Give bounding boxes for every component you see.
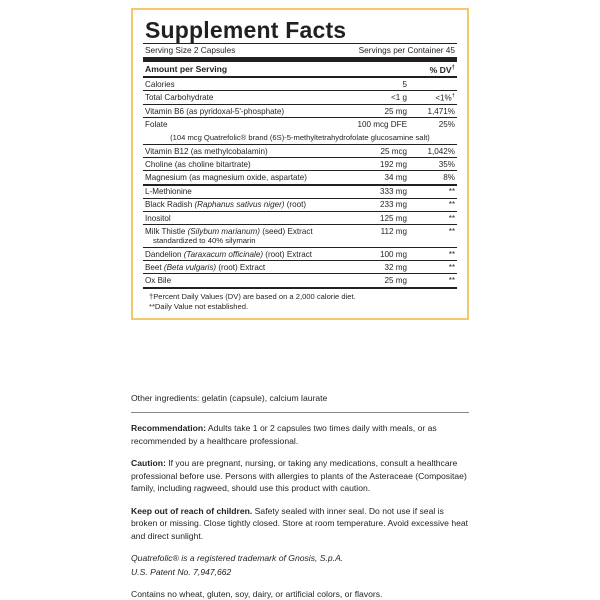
nutrients-table-body [143, 78, 457, 288]
nutrient-dv [409, 78, 457, 91]
caution-paragraph [131, 457, 469, 494]
nutrient-name: Inositol [143, 212, 339, 225]
nutrient-amount: 233 mg [339, 198, 409, 211]
nutrient-dv: ** [409, 185, 457, 199]
nutrient-dv: ** [409, 274, 457, 288]
label-body-copy [131, 392, 469, 600]
nutrient-name-main: Dandelion [145, 249, 184, 259]
table-row [143, 225, 457, 248]
keep-out-label: Keep out of reach of children. [131, 505, 253, 516]
table-row [143, 171, 457, 185]
nutrient-name [143, 198, 339, 211]
dv-text: % DV [429, 65, 452, 75]
nutrient-dv: 1,471% [409, 105, 457, 118]
nutrient-name [143, 248, 339, 261]
nutrient-name-main: Black Radish [145, 200, 195, 210]
nutrient-amount: <1 g [339, 91, 409, 105]
table-row-note [143, 130, 457, 144]
nutrient-amount: 333 mg [339, 185, 409, 199]
nutrient-amount: 25 mg [339, 105, 409, 118]
nutrient-amount: 25 mcg [339, 145, 409, 158]
nutrient-name: Magnesium (as magnesium oxide, aspartate) [143, 171, 339, 185]
keep-out-of-reach-paragraph [131, 505, 469, 542]
table-row [143, 158, 457, 171]
table-row [143, 145, 457, 158]
nutrient-name: Vitamin B6 (as pyridoxal-5'-phosphate) [143, 105, 339, 118]
nutrient-dv: ** [409, 261, 457, 274]
table-row [143, 248, 457, 261]
nutrient-amount: 100 mcg DFE [357, 119, 407, 129]
nutrient-name-tail: (root) Extract [263, 249, 313, 259]
dv-value: <1% [435, 93, 452, 103]
nutrient-name-tail: (root) [284, 200, 307, 210]
nutrient-amount: 5 [339, 78, 409, 91]
nutrient-amount: 100 mg [339, 248, 409, 261]
nutrient-name: Folate [145, 119, 168, 129]
panel-title: Supplement Facts [145, 17, 347, 43]
other-ingredients: Other ingredients: gelatin (capsule), calcium laurate [131, 393, 328, 403]
nutrient-dv: 8% [409, 171, 457, 185]
recommendation-text: Adults take 1 or 2 capsules two times daily with meals, or as recommended by a healthcare professional. [131, 423, 437, 446]
nutrient-dv: ** [409, 198, 457, 211]
nutrient-dv: ** [409, 225, 457, 248]
nutrient-name [143, 261, 339, 274]
nutrient-name: L-Methionine [143, 185, 339, 199]
servings-per-container: Servings per Container 45 [358, 45, 455, 56]
serving-info-row [143, 44, 457, 57]
table-row [143, 198, 457, 211]
nutrient-amount: 25 mg [339, 274, 409, 288]
nutrient-name-main: Beet [145, 262, 164, 272]
table-row [143, 105, 457, 118]
nutrient-amount: 32 mg [339, 261, 409, 274]
nutrient-amount: 34 mg [339, 171, 409, 185]
nutrient-name: Ox Bile [143, 274, 339, 288]
recommendation-paragraph [131, 422, 469, 447]
nutrient-name-main: Milk Thistle [145, 226, 188, 236]
amount-header-row [143, 62, 457, 76]
nutrient-amount: 192 mg [339, 158, 409, 171]
table-row [143, 212, 457, 225]
nutrient-name: Total Carbohydrate [143, 91, 339, 105]
panel-footnotes [143, 289, 457, 313]
table-row [143, 261, 457, 274]
nutrient-dv: 35% [409, 158, 457, 171]
nutrient-dv: ** [409, 212, 457, 225]
recommendation-label: Recommendation: [131, 423, 206, 434]
caution-label: Caution: [131, 458, 166, 469]
table-row [143, 274, 457, 288]
nutrients-table [143, 78, 457, 289]
nutrient-name: Vitamin B12 (as methylcobalamin) [143, 145, 339, 158]
nutrient-dv: 25% [438, 119, 455, 129]
nutrient-name: Choline (as choline bitartrate) [143, 158, 339, 171]
patent-notice: U.S. Patent No. 7,947,662 [131, 566, 232, 577]
nutrient-name-tail: (seed) Extract [260, 226, 313, 236]
keep-out-text: Safety sealed with inner seal. Do not use if seal is broken or missing. Close tightly closed. Store at room temperature. Avoid excessive heat and direct sunlight. [131, 505, 469, 541]
footnote-not-established: **Daily Value not established. [149, 301, 249, 311]
nutrient-latin-name: (Silybum marianum) [187, 226, 260, 236]
footnote-daily-value: †Percent Daily Values (DV) are based on a 2,000 calorie diet. [149, 291, 356, 301]
folate-note-cell [143, 130, 457, 144]
allergen-free-statement: Contains no wheat, gluten, soy, dairy, or artificial colors, or flavors. [131, 588, 383, 599]
nutrient-latin-name: (Raphanus sativus niger) [194, 200, 285, 210]
nutrient-name: Calories [143, 78, 339, 91]
nutrient-name [143, 225, 339, 248]
nutrient-dv [409, 91, 457, 105]
table-row [143, 185, 457, 199]
supplement-facts-panel [131, 8, 469, 320]
nutrient-dv: ** [409, 248, 457, 261]
trademark-notice: Quatrefolic® is a registered trademark of Gnosis, S.p.A. [131, 553, 344, 564]
nutrient-latin-name: (Taraxacum officinale) [183, 249, 264, 259]
table-row [143, 118, 457, 131]
nutrient-standardization: standardized to 40% silymarin [153, 235, 256, 245]
daily-value-label [430, 64, 455, 75]
divider [131, 412, 469, 413]
dv-dagger: † [451, 64, 455, 72]
nutrient-amount: 125 mg [339, 212, 409, 225]
serving-size: Serving Size 2 Capsules [145, 45, 236, 56]
nutrient-amount: 112 mg [339, 225, 409, 248]
nutrient-latin-name: (Beta vulgaris) [163, 262, 217, 272]
nutrient-name-tail: (root) Extract [216, 262, 266, 272]
table-row [143, 91, 457, 105]
dv-dagger: † [451, 92, 455, 99]
nutrient-dv: 1,042% [409, 145, 457, 158]
amount-per-serving-label: Amount per Serving [145, 64, 228, 75]
table-row [143, 78, 457, 91]
caution-text: If you are pregnant, nursing, or taking any medications, consult a healthcare professional before use. Persons with allergies to plants of the Asteraceae (Compositae) family, including ragweed, should use this product with caution. [131, 458, 467, 494]
folate-note: (104 mcg Quatrefolic® brand (6S)-5-methyltetrahydrofolate glucosamine salt) [170, 133, 430, 143]
